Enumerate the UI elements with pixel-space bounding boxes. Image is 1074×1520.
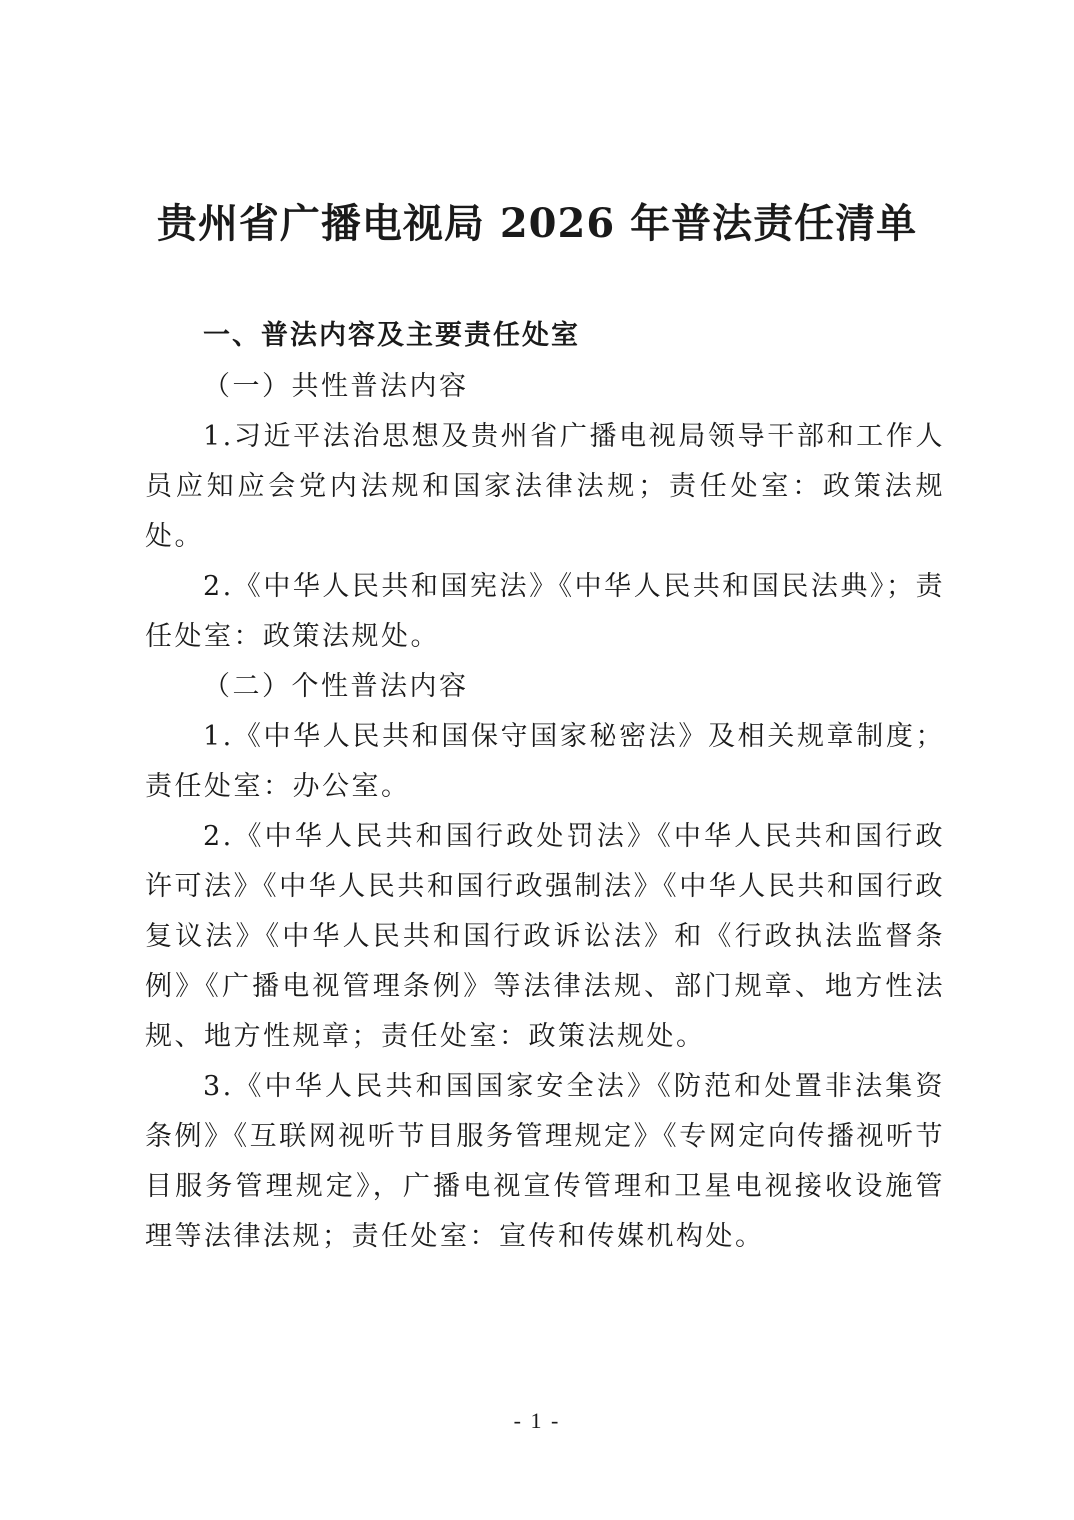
common-item-1: 1.习近平法治思想及贵州省广播电视局领导干部和工作人员应知应会党内法规和国家法律法规；责任处室：政策法规处。 xyxy=(145,421,945,552)
common-item-2: 2.《中华人民共和国宪法》《中华人民共和国民法典》；责任处室：政策法规处。 xyxy=(145,571,945,652)
subsection-heading-specific: （二）个性普法内容 xyxy=(203,671,469,702)
document-body xyxy=(145,310,945,1262)
specific-item-2: 2.《中华人民共和国行政处罚法》《中华人民共和国行政许可法》《中华人民共和国行政强制法》《中华人民共和国行政复议法》《中华人民共和国行政诉讼法》和《行政执法监督条例》《广播电视管理条例》等法律法规、部门规章、地方性法规、地方性规章；责任处室：政策法规处。 xyxy=(145,821,945,1052)
specific-item-1: 1.《中华人民共和国保守国家秘密法》及相关规章制度；责任处室：办公室。 xyxy=(145,721,945,802)
document-title: 贵州省广播电视局 2026 年普法责任清单 xyxy=(156,200,918,247)
subsection-heading-common: （一）共性普法内容 xyxy=(203,371,469,402)
specific-item-3: 3.《中华人民共和国国家安全法》《防范和处置非法集资条例》《互联网视听节目服务管理规定》《专网定向传播视听节目服务管理规定》，广播电视宣传管理和卫星电视接收设施管理等法律法规；责任处室：宣传和传媒机构处。 xyxy=(145,1071,945,1252)
section-heading: 一、普法内容及主要责任处室 xyxy=(203,320,580,351)
page-number: - 1 - xyxy=(513,1408,561,1433)
